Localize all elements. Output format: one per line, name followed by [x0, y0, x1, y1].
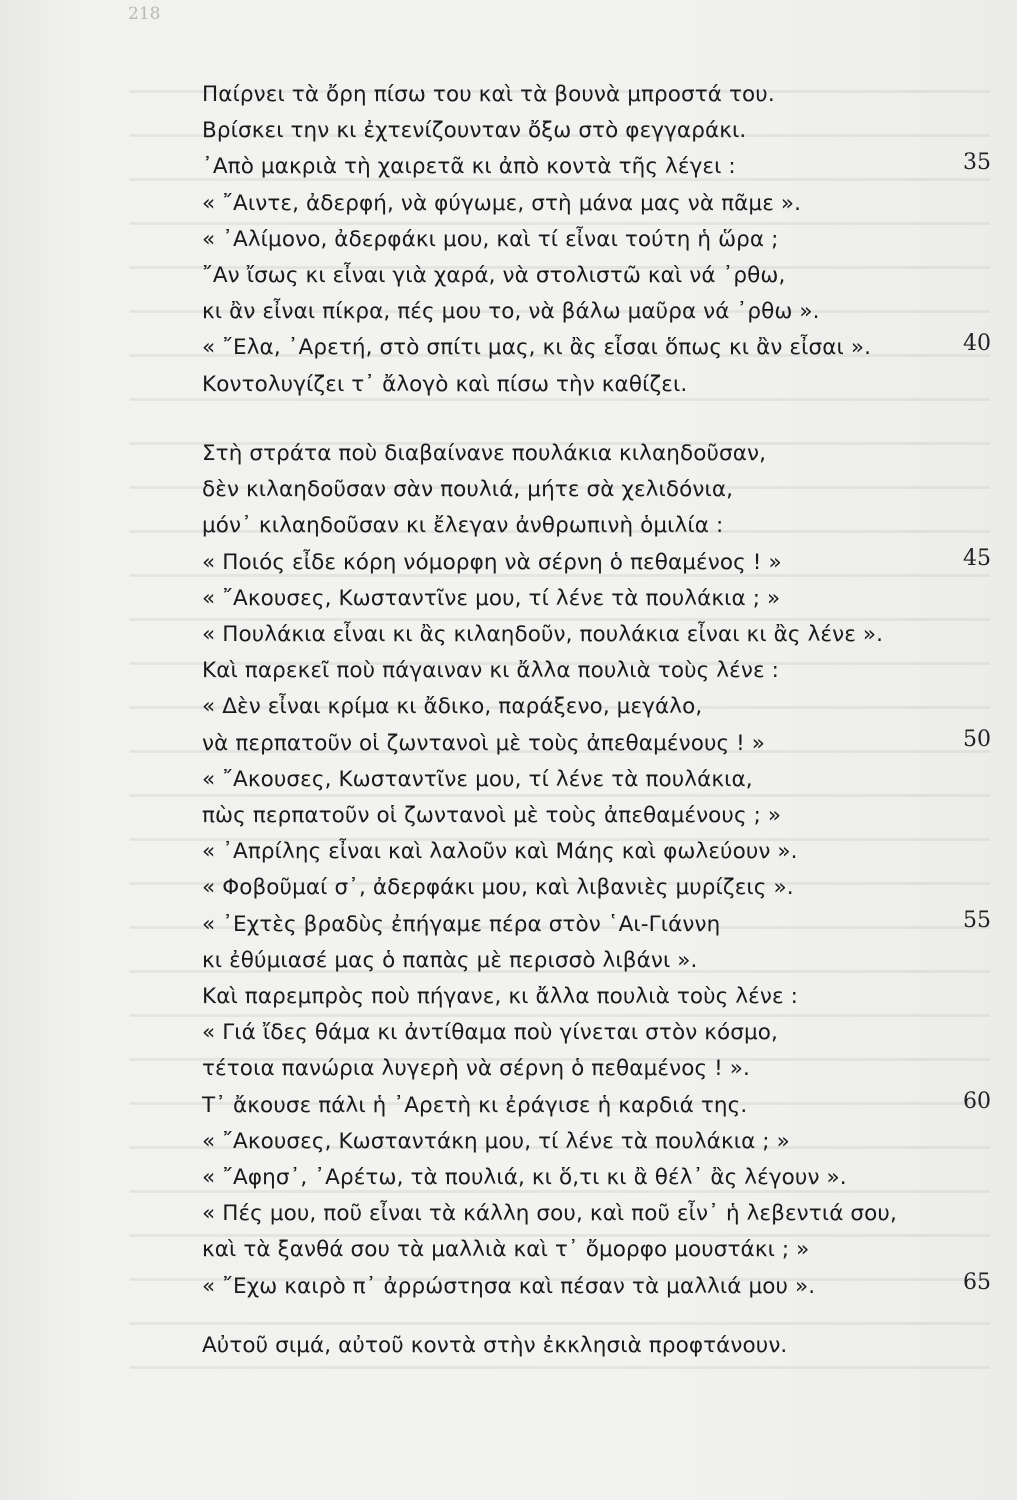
poem-line: Παίρνει τὰ ὄρη πίσω του καὶ τὰ βουνὰ μπροστά του.	[202, 82, 775, 107]
line-number: 45	[963, 545, 991, 571]
poem-line: « ῎Ακουσες, Κωσταντῖνε μου, τί λένε τὰ πουλάκια ; »	[202, 585, 781, 611]
poem-line: « ῎Εχω καιρὸ π᾿ ἀρρώστησα καὶ πέσαν τὰ μαλλιά μου ».	[202, 1273, 816, 1299]
poem-line: νὰ περπατοῦν οἱ ζωντανοὶ μὲ τοὺς ἀπεθαμένους ! »	[202, 730, 766, 756]
poem-line: τέτοια πανώρια λυγερὴ νὰ σέρνη ὁ πεθαμένος ! ».	[202, 1056, 750, 1082]
poem-line: Στὴ στράτα ποὺ διαβαίνανε πουλάκια κιλαηδοῦσαν,	[202, 441, 767, 466]
poem-line: Καὶ παρεμπρὸς ποὺ πήγανε, κι ἄλλα πουλιὰ τοὺς λένε :	[202, 984, 798, 1009]
poem-line: « Ποιός εἶδε κόρη νόμορφη νὰ σέρνη ὁ πεθαμένος ! »	[202, 549, 782, 575]
poem-line: « ῎Αιντε, ἀδερφή, νὰ φύγωμε, στὴ μάνα μας νὰ πᾶμε ».	[202, 190, 802, 216]
poem-line: κι ἐθύμιασέ μας ὁ παπὰς μὲ περισσὸ λιβάνι ».	[202, 947, 698, 973]
poem-line: κι ἂν εἶναι πίκρα, πές μου το, νὰ βάλω μαῦρα νά ᾿ρθω ».	[202, 299, 820, 325]
poem-line: Καὶ παρεκεῖ ποὺ πάγαιναν κι ἄλλα πουλιὰ τοὺς λένε :	[202, 658, 779, 684]
poem-line: πὼς περπατοῦν οἱ ζωντανοὶ μὲ τοὺς ἀπεθαμένους ; »	[202, 803, 782, 828]
poem-line: « ῎Ακουσες, Κωσταντάκη μου, τί λένε τὰ πουλάκια ; »	[202, 1128, 790, 1154]
poem-line: « Φοβοῦμαί σ᾿, ἀδερφάκι μου, καὶ λιβανιὲς μυρίζεις ».	[202, 875, 794, 901]
line-number: 65	[963, 1269, 991, 1295]
poem-line: δὲν κιλαηδοῦσαν σὰν πουλιά, μήτε σὰ χελιδόνια,	[202, 477, 734, 503]
poem-line: « Γιά ἴδες θάμα κι ἀντίθαμα ποὺ γίνεται στὸν κόσμο,	[202, 1020, 778, 1046]
line-number: 35	[963, 150, 991, 176]
poem-line: Τ᾿ ἄκουσε πάλι ἡ ᾿Αρετὴ κι ἐράγισε ἡ καρδιά της.	[202, 1092, 748, 1118]
poem-line: καὶ τὰ ξανθά σου τὰ μαλλιὰ καὶ τ᾿ ὄμορφο μουστάκι ; »	[202, 1237, 810, 1263]
poem-line: ῎Αν ἴσως κι εἶναι γιὰ χαρά, νὰ στολιστῶ καὶ νά ᾿ρθω,	[202, 263, 786, 288]
poem-line: Βρίσκει την κι ἐχτενίζουνταν ὄξω στὸ φεγγαράκι.	[202, 118, 747, 144]
poem-line: Κοντολυγίζει τ᾿ ἄλογὸ καὶ πίσω τὴν καθίζει.	[202, 371, 688, 397]
poem-line: « ῎Ελα, ᾿Αρετή, στὸ σπίτι μας, κι ἂς εἶσαι ὅπως κι ἂν εἶσαι ».	[202, 335, 872, 361]
poem-line: ᾿Απὸ μακριὰ τὴ χαιρετᾶ κι ἀπὸ κοντὰ τῆς λέγει :	[202, 154, 736, 180]
line-number: 50	[963, 726, 991, 752]
poem-line: « ῎Αφησ᾿, ᾿Αρέτω, τὰ πουλιά, κι ὅ,τι κι ἂ θέλ᾿ ἂς λέγουν ».	[202, 1165, 847, 1190]
poem-line: « Πές μου, ποῦ εἶναι τὰ κάλλη σου, καὶ ποῦ εἶν᾿ ἡ λεβεντιά σου,	[202, 1201, 897, 1227]
poem-line: « ᾿Εχτὲς βραδὺς ἐπήγαμε πέρα στὸν ῾Αι-Γιάννη	[202, 911, 721, 937]
poem-line: μόν᾿ κιλαηδοῦσαν κι ἔλεγαν ἀνθρωπινὴ ὁμιλία :	[202, 513, 724, 539]
poem-line: « Δὲν εἶναι κρίμα κι ἄδικο, παράξενο, μεγάλο,	[202, 694, 703, 720]
poem-line: Αὐτοῦ σιμά, αὐτοῦ κοντὰ στὴν ἐκκλησιὰ προφτάνουν.	[202, 1333, 788, 1358]
line-number: 40	[963, 331, 991, 357]
line-number: 60	[963, 1088, 991, 1114]
poem-line: « ᾿Αλίμονο, ἀδερφάκι μου, καὶ τί εἶναι τούτη ἡ ὥρα ;	[202, 226, 779, 252]
page-number: 218	[128, 4, 161, 24]
poem-line: « ῎Ακουσες, Κωσταντῖνε μου, τί λένε τὰ πουλάκια,	[202, 766, 753, 792]
poem-line: « ᾿Απρίλης εἶναι καὶ λαλοῦν καὶ Μάης καὶ φωλεύουν ».	[202, 839, 798, 865]
poem-line: « Πουλάκια εἶναι κι ἂς κιλαηδοῦν, πουλάκια εἶναι κι ἂς λένε ».	[202, 622, 884, 647]
line-number: 55	[963, 907, 991, 933]
